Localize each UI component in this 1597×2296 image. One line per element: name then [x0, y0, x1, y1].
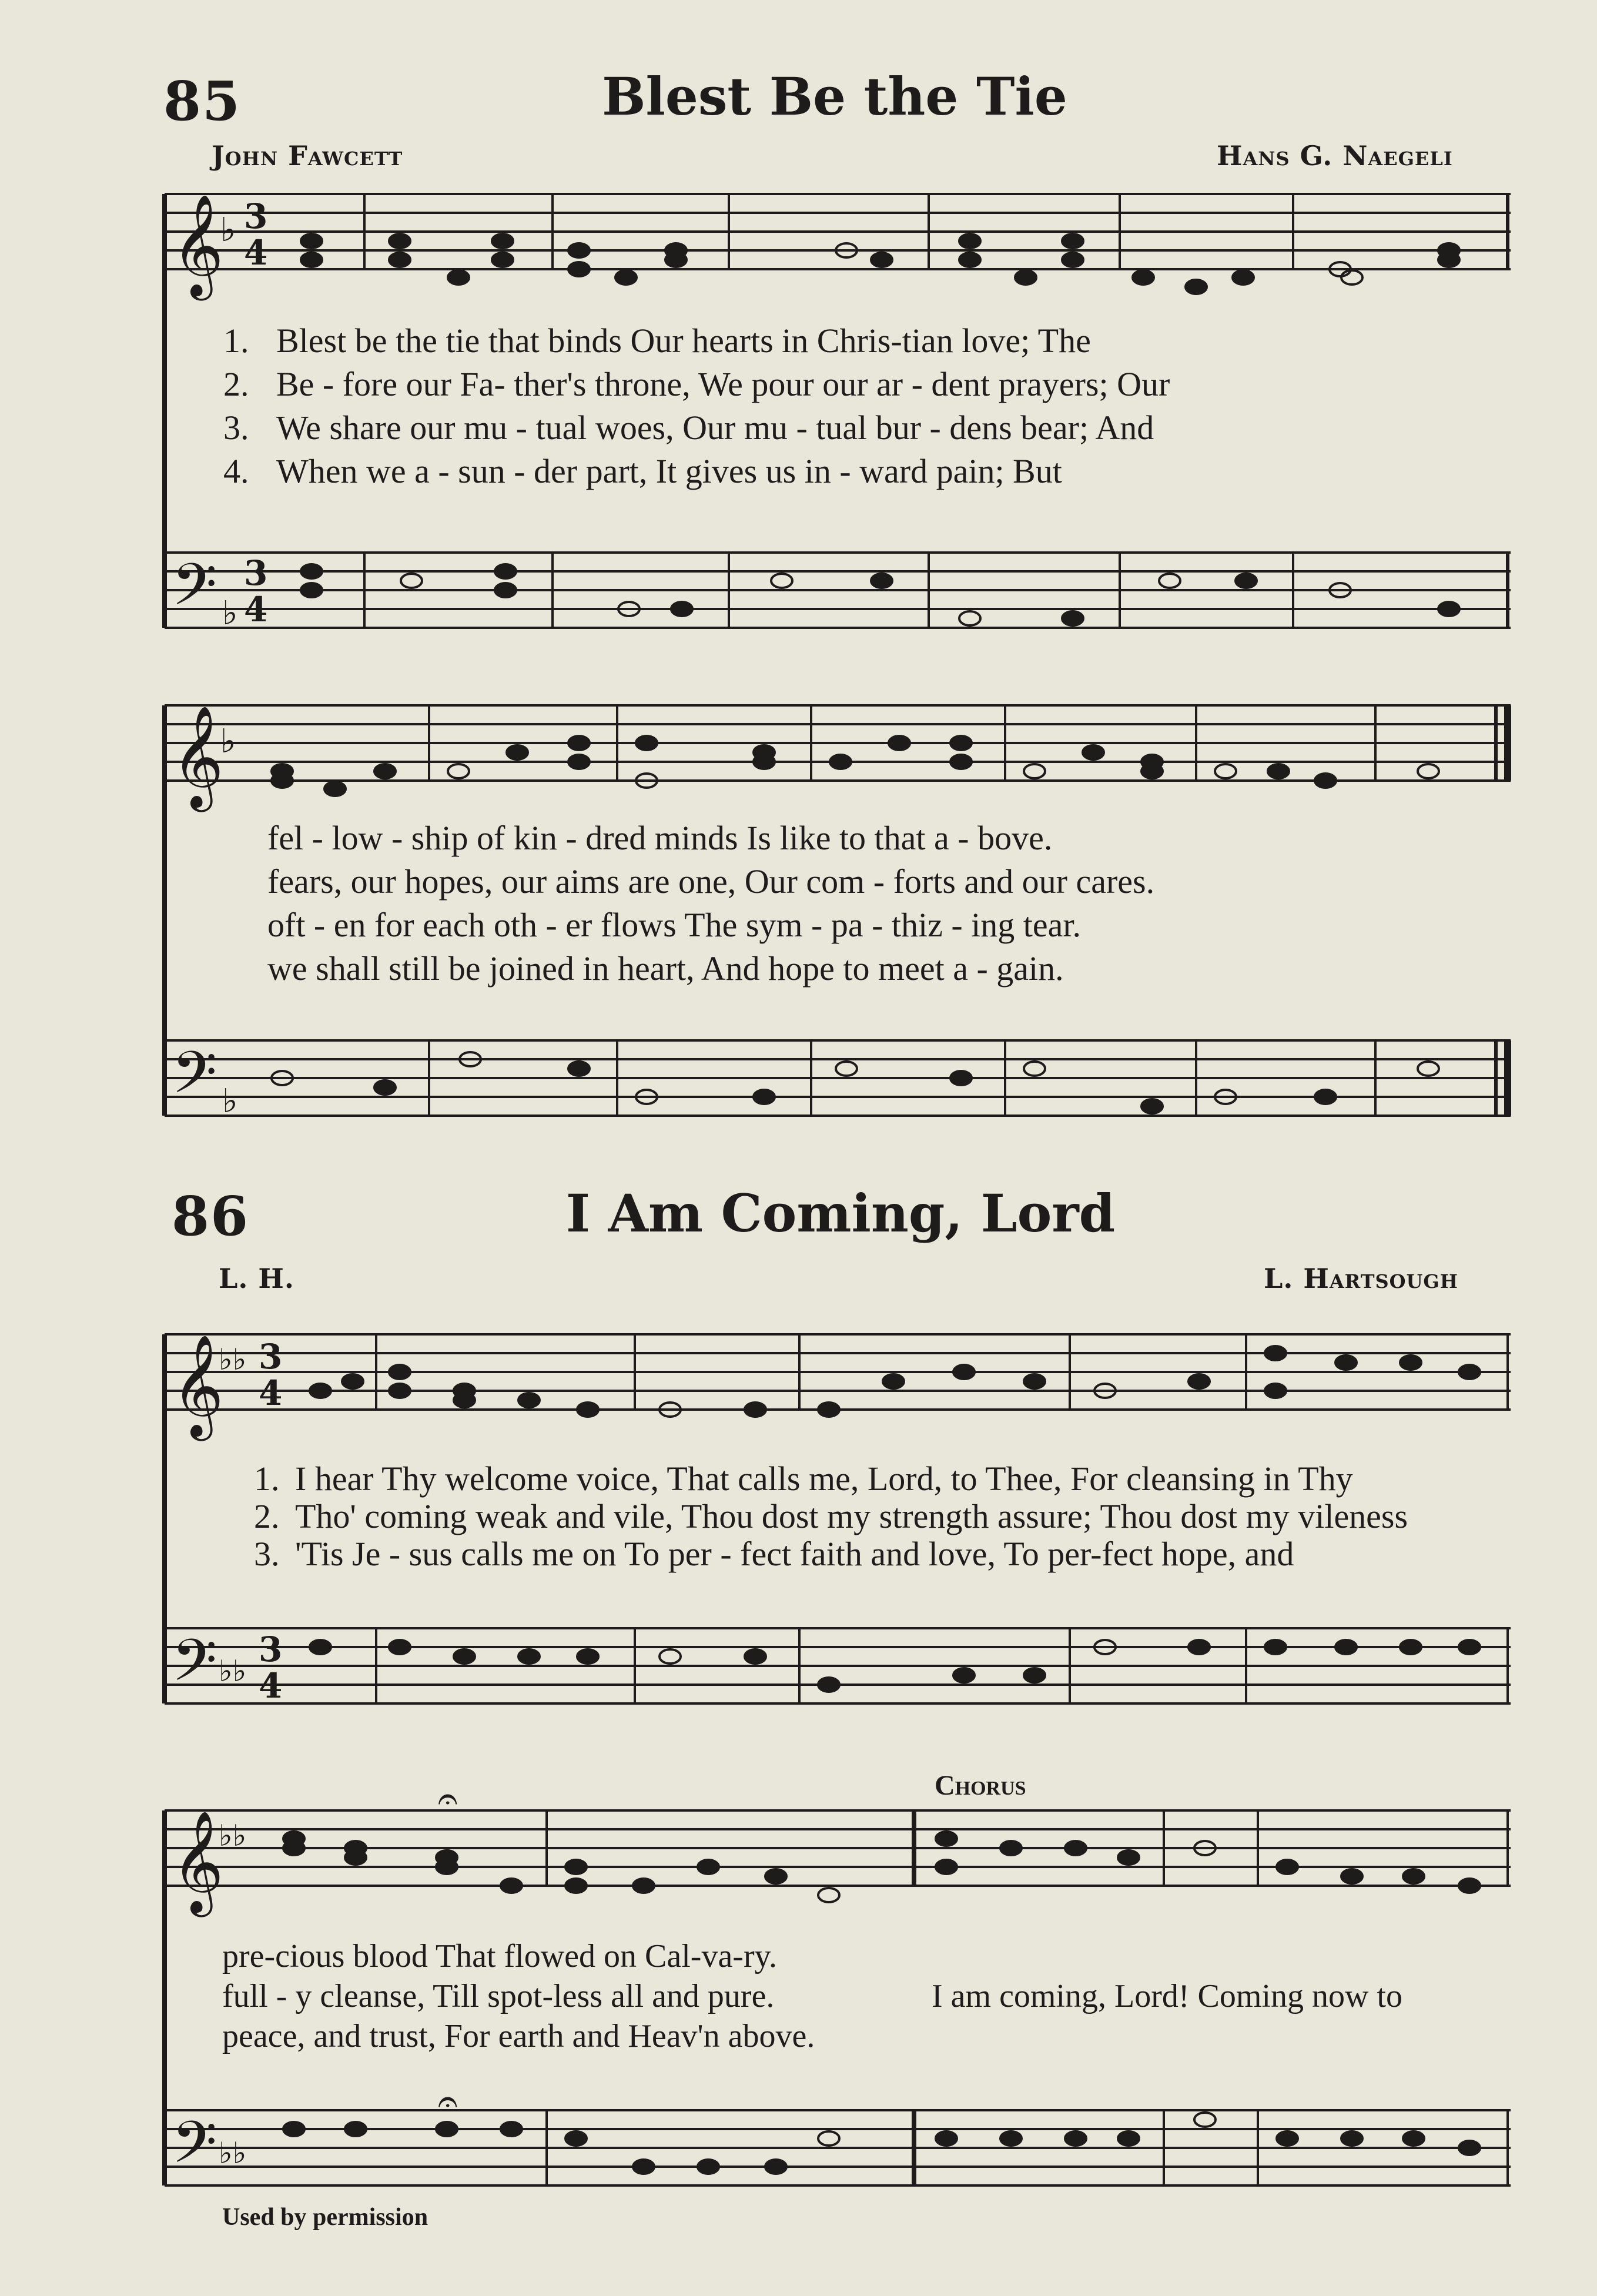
svg-text:♭: ♭ [220, 211, 236, 249]
svg-text:𝄞: 𝄞 [172, 1334, 224, 1437]
hymn-85-verse-2-line-1: 2. Be - fore our Fa- ther's throne, We pour our ar - dent prayers; Our [223, 365, 1170, 403]
hymn-85-verse-1-line-2: fel - low - ship of kin - dred minds Is like to that a - bove. [267, 819, 1053, 857]
svg-text:𝄢: 𝄢 [172, 551, 217, 633]
svg-text:𝄢: 𝄢 [172, 2109, 217, 2191]
svg-text:♭♭: ♭♭ [219, 1654, 247, 1688]
svg-text:𝄞: 𝄞 [172, 194, 224, 296]
svg-text:𝄢: 𝄢 [172, 1039, 217, 1121]
hymn-86-title: I Am Coming, Lord [565, 1183, 1116, 1244]
hymn-85-verse-2-line-2: fears, our hopes, our aims are one, Our com - forts and our cares. [267, 862, 1155, 901]
hymn-86-verse-3-line-1: 3. 'Tis Je - sus calls me on To per - fect faith and love, To per-fect hope, and [254, 1535, 1294, 1573]
hymn-86-verse-2-line-1: 2. Tho' coming weak and vile, Thou dost my strength assure; Thou dost my vileness [254, 1497, 1408, 1535]
svg-text:3: 3 [244, 553, 268, 593]
svg-text:4: 4 [259, 1373, 283, 1413]
hymn-86-verse-2-line-2: full - y cleanse, Till spot-less all and pure. [222, 1978, 775, 2014]
hymn-85-verse-3-line-2: oft - en for each oth - er flows The sym - pa - thiz - ing tear. [267, 906, 1082, 944]
svg-text:♭: ♭ [222, 594, 238, 632]
svg-text:♭: ♭ [220, 722, 236, 761]
hymn-85-words-credit: John Fawcett [212, 140, 403, 172]
svg-text:𝄞: 𝄞 [172, 705, 224, 808]
svg-text:4: 4 [244, 590, 268, 630]
svg-text:𝄞: 𝄞 [172, 1810, 224, 1913]
svg-text:𝄢: 𝄢 [172, 1627, 217, 1709]
svg-text:𝄐: 𝄐 [438, 2081, 458, 2122]
permission-note: Used by permission [222, 2204, 428, 2231]
hymn-85-verse-4-line-1: 4. When we a - sun - der part, It gives us in - ward pain; But [223, 452, 1062, 490]
svg-text:𝄐: 𝄐 [438, 1787, 458, 1819]
svg-text:♭: ♭ [222, 1082, 238, 1120]
chorus-label: Chorus [935, 1770, 1026, 1801]
hymn-86-verse-1-line-2: pre-cious blood That flowed on Cal-va-ry. [222, 1938, 777, 1974]
hymn-86-verse-3-line-2: peace, and trust, For earth and Heav'n above. [222, 2018, 815, 2054]
hymn-86-words-credit: L. H. [219, 1263, 294, 1294]
hymn-86-music-credit: L. Hartsough [1264, 1263, 1458, 1294]
svg-text:♭♭: ♭♭ [219, 2136, 247, 2170]
hymn-86-number: 86 [172, 1184, 250, 1248]
hymn-85-verse-1-line-1: 1. Blest be the tie that binds Our hearts in Chris-tian love; The [223, 322, 1091, 360]
svg-text:4: 4 [259, 1666, 283, 1706]
hymn-85-music-credit: Hans G. Naegeli [1217, 140, 1453, 172]
svg-text:♭♭: ♭♭ [219, 1343, 247, 1377]
svg-text:♭♭: ♭♭ [219, 1819, 247, 1853]
svg-text:3: 3 [259, 1337, 283, 1377]
hymn-85-verse-3-line-1: 3. We share our mu - tual woes, Our mu - tual bur - dens bear; And [223, 409, 1154, 447]
hymn-85-number: 85 [163, 69, 242, 133]
svg-text:4: 4 [244, 233, 268, 273]
svg-text:3: 3 [259, 1629, 283, 1669]
hymn-85-verse-4-line-2: we shall still be joined in heart, And hope to meet a - gain. [267, 949, 1064, 988]
chorus-lyrics: I am coming, Lord! Coming now to [932, 1978, 1403, 2014]
hymn-85-title: Blest Be the Tie [602, 66, 1067, 127]
svg-text:3: 3 [244, 196, 268, 236]
hymn-86-verse-1-line-1: 1. I hear Thy welcome voice, That calls me, Lord, to Thee, For cleansing in Thy [254, 1460, 1353, 1498]
